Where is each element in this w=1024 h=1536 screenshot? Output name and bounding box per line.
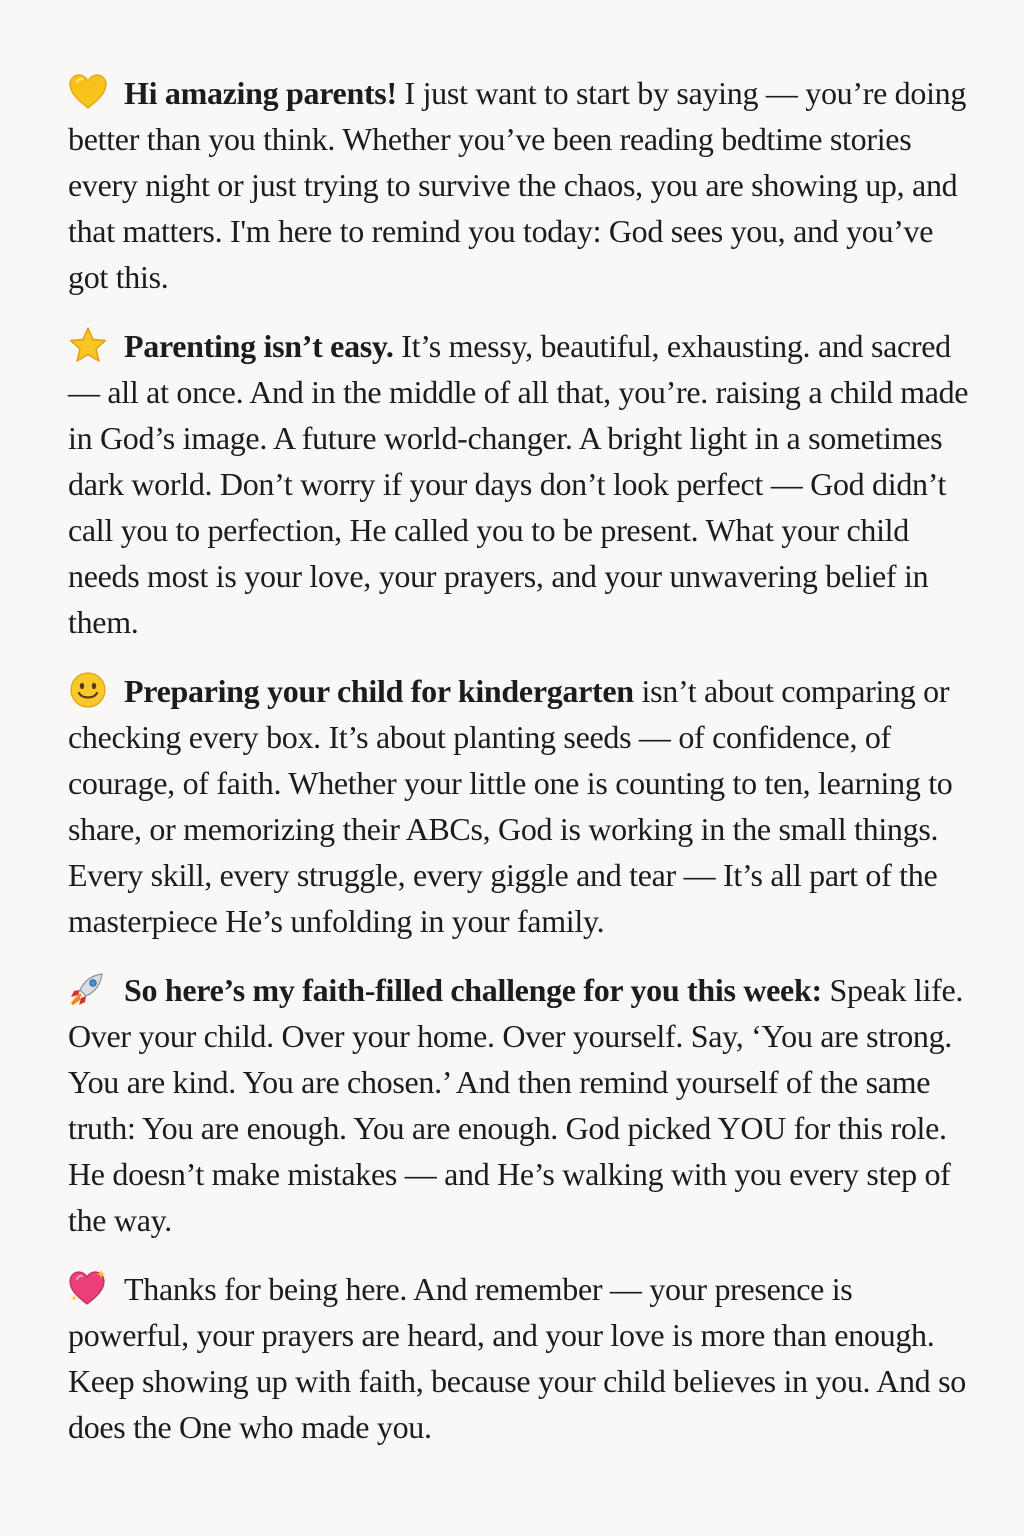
document-body bbox=[68, 70, 978, 1450]
paragraph-text: I just want to start by saying — you’re doing better than you think. Whether you’ve been reading bedtime stories every night or just trying to survive the chaos, you are showing up, and that matters. I'm here to remind you today: God sees you, and you’ve got this. bbox=[68, 75, 967, 295]
smiling-face-icon bbox=[68, 671, 108, 709]
paragraph-kindergarten bbox=[68, 668, 978, 944]
paragraph-challenge bbox=[68, 967, 978, 1243]
paragraph-text: It’s messy, beautiful, exhausting. and sacred — all at once. And in the middle of all that, you’re. raising a child made in God’s image. A future world-changer. A bright light in a sometimes dark world. Don’t worry if your days don’t look perfect — God didn’t call you to perfection, He called you to be present. What your child needs most is your love, your prayers, and your unwavering belief in them. bbox=[68, 328, 969, 640]
star-icon bbox=[68, 326, 108, 364]
paragraph-parenting bbox=[68, 323, 978, 645]
paragraph-lead: Parenting isn’t easy. bbox=[124, 328, 394, 364]
paragraph-text: isn’t about comparing or checking every box. It’s about planting seeds — of confidence, of courage, of faith. Whether your little one is counting to ten, learning to share, or memorizing their ABCs, God is working in the small things. Every skill, every struggle, every giggle and tear — It’s all part of the masterpiece He’s unfolding in your family. bbox=[68, 673, 953, 939]
rocket-icon bbox=[68, 970, 108, 1008]
paragraph-lead: So here’s my faith-filled challenge for you this week: bbox=[124, 972, 822, 1008]
paragraph-closing bbox=[68, 1266, 978, 1450]
paragraph-text: Thanks for being here. And remember — your presence is powerful, your prayers are heard, and your love is more than enough. Keep showing up with faith, because your child believes in you. And so does the One who made you. bbox=[68, 1271, 966, 1445]
paragraph-greeting bbox=[68, 70, 978, 300]
paragraph-lead: Preparing your child for kindergarten bbox=[124, 673, 634, 709]
sparkling-heart-icon bbox=[68, 1269, 108, 1307]
paragraph-lead: Hi amazing parents! bbox=[124, 75, 397, 111]
paragraph-text: Speak life. Over your child. Over your home. Over yourself. Say, ‘You are strong. You are kind. You are chosen.’ And then remind yourself of the same truth: You are enough. You are enough. God picked YOU for this role. He doesn’t make mistakes — and He’s walking with you every step of the way. bbox=[68, 972, 964, 1238]
yellow-heart-icon bbox=[68, 73, 108, 111]
